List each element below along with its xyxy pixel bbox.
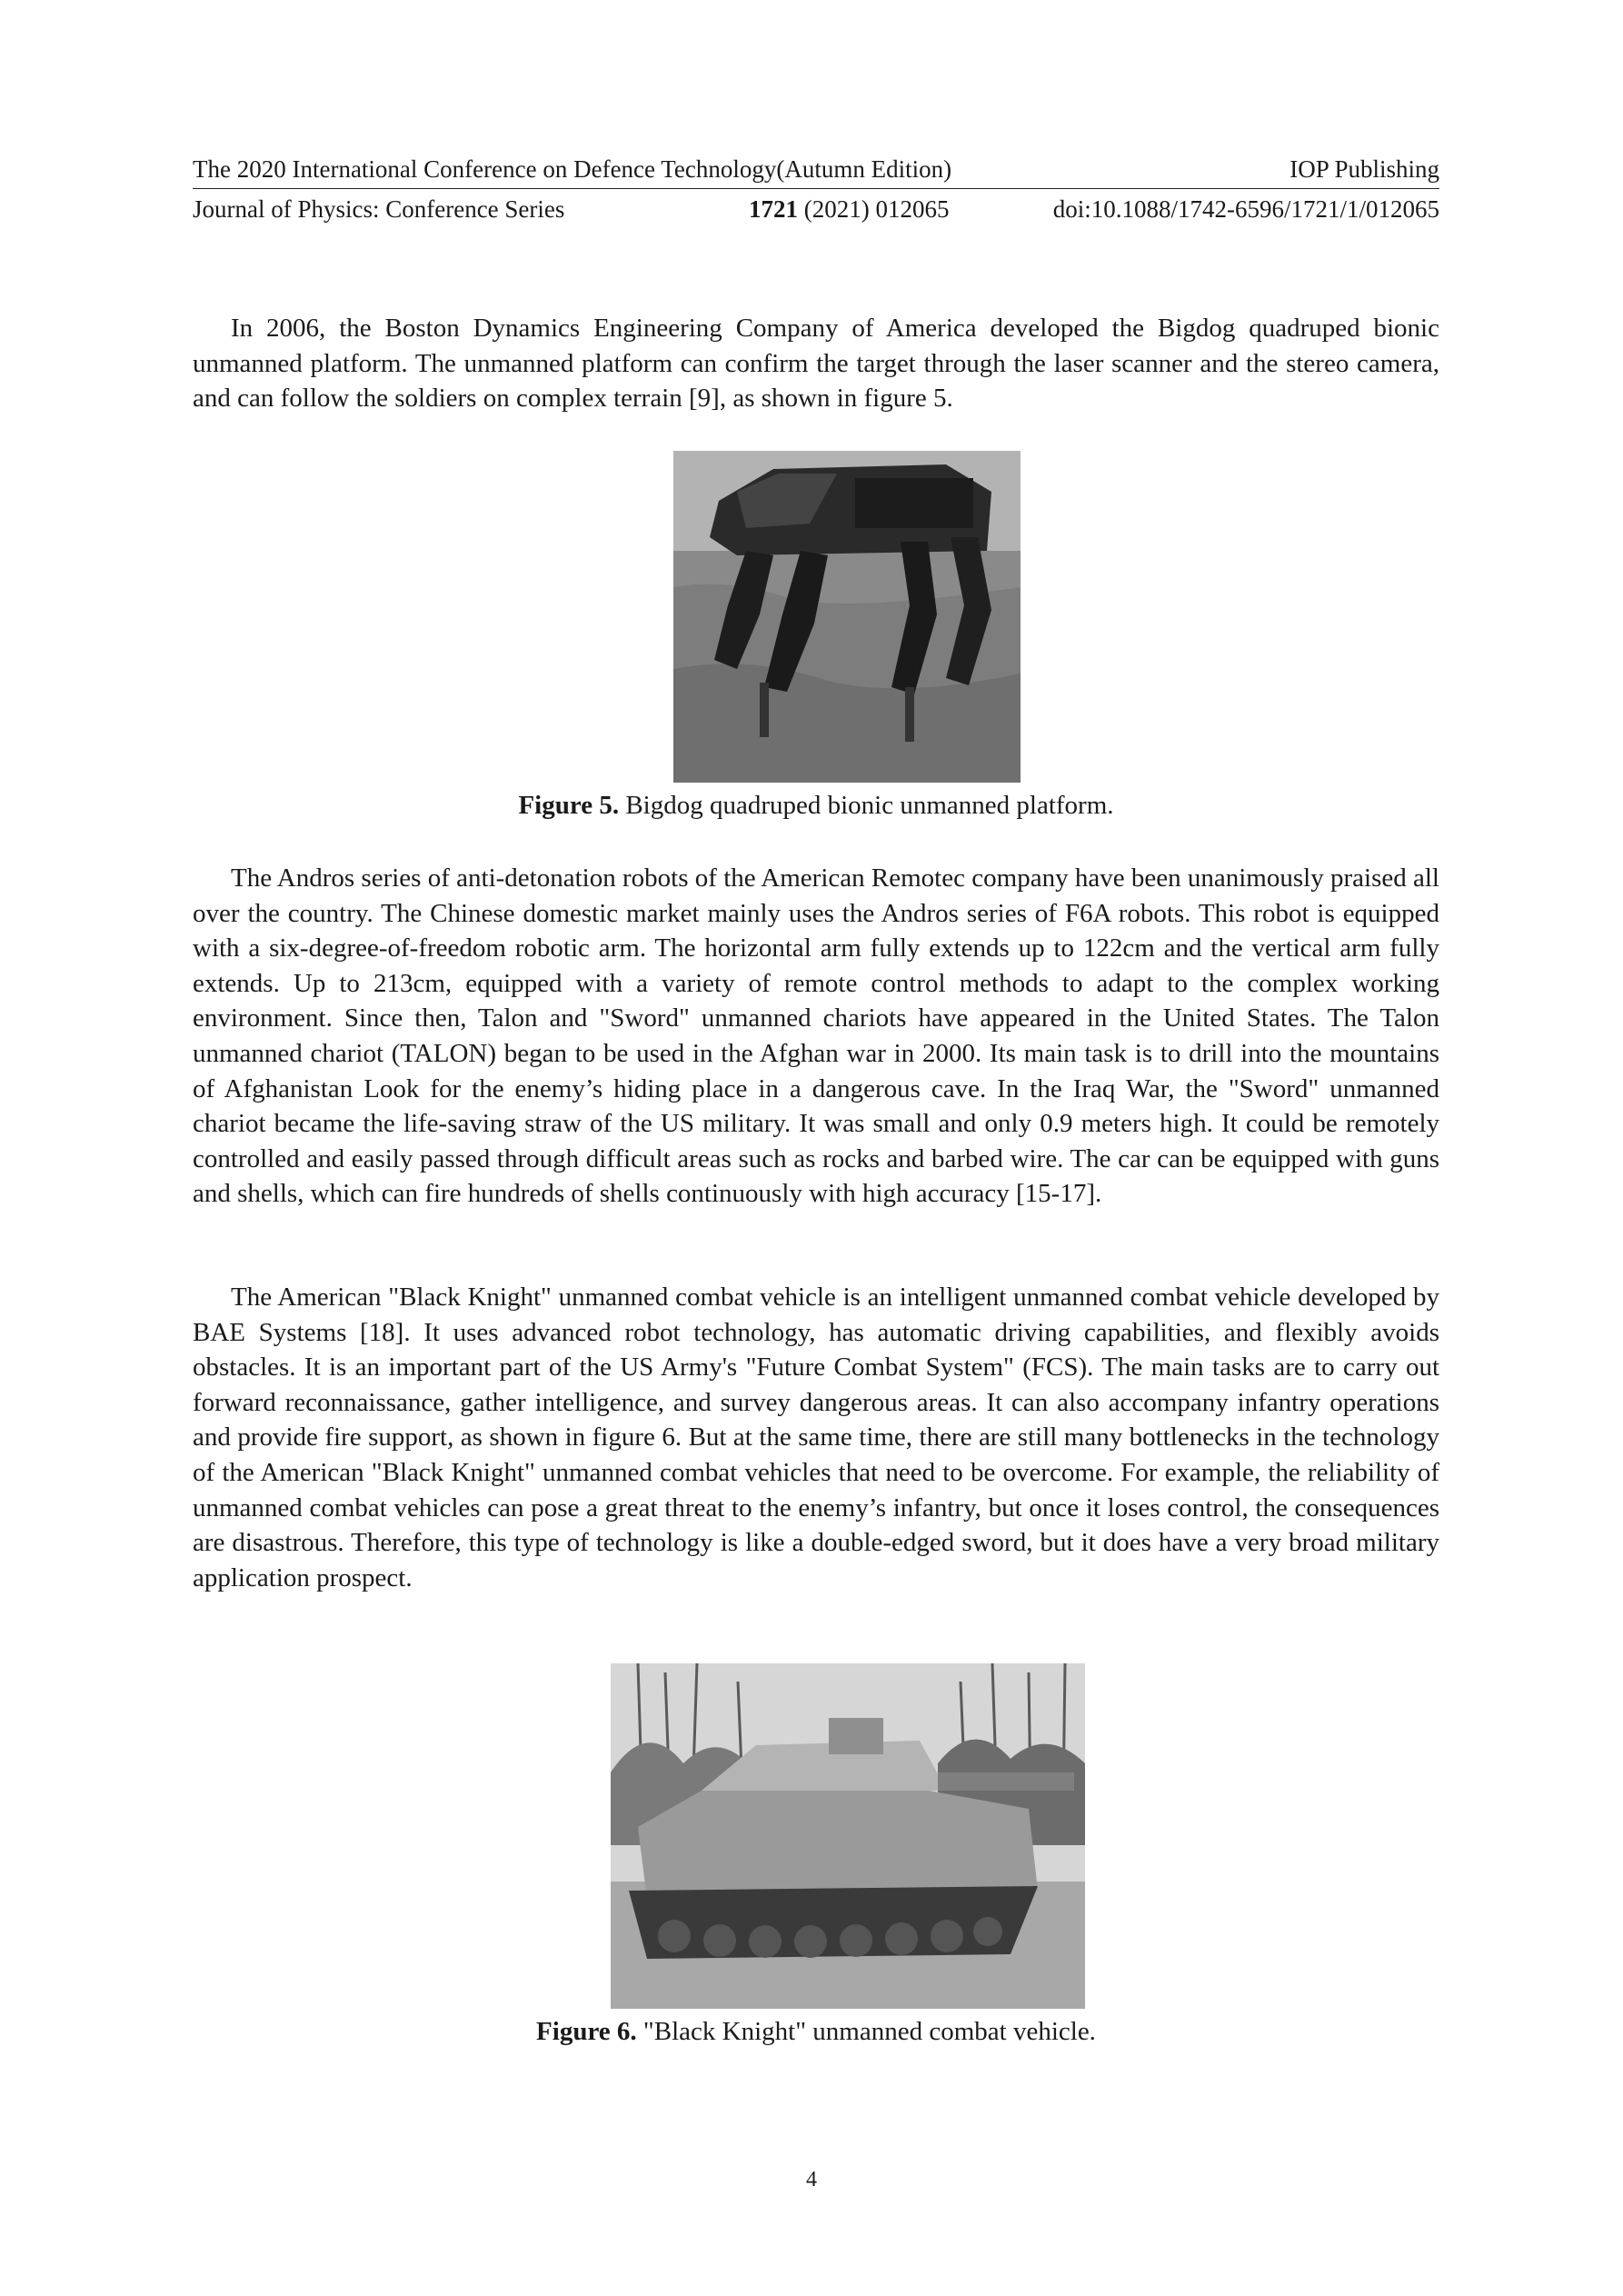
doi: doi:10.1088/1742-6596/1721/1/012065 (1052, 195, 1439, 223)
journal-header (193, 191, 1439, 227)
body-paragraph-black-knight: The American "Black Knight" unmanned combat vehicle is an intelligent unmanned combat vehicle developed by BAE Systems [18]. It uses advanced robot technology, has automatic driving capabilities, and flexibly avoids obstacles. It is an important part of the US Army's "Future Combat System" (FCS). The main tasks are to carry out forward reconnaissance, gather intelligence, and survey dangerous areas. It can also accompany infantry operations and provide fire support, as shown in figure 6. But at the same time, there are still many bottlenecks in the technology of the American "Black Knight" unmanned combat vehicles that need to be overcome. For example, the reliability of unmanned combat vehicles can pose a great threat to the enemy’s infantry, but once it loses control, the consequences are disastrous. Therefore, this type of technology is like a double-edged sword, but it does have a very broad military application prospect. (193, 1283, 1439, 1592)
volume-info (749, 194, 1014, 225)
year-article: (2021) 012065 (798, 195, 950, 223)
figure-5-image (673, 451, 1021, 783)
journal-name: Journal of Physics: Conference Series (193, 195, 565, 223)
figure-5-caption-text: Bigdog quadruped bionic unmanned platform. (619, 791, 1114, 820)
figure-6-image (611, 1663, 1085, 2009)
figure-5-label: Figure 5. (518, 791, 620, 820)
figure-6-label: Figure 6. (536, 2017, 637, 2046)
publisher-name: IOP Publishing (1289, 155, 1439, 183)
running-header (193, 153, 1439, 189)
volume-number: 1721 (749, 195, 798, 223)
page-number: 4 (806, 2168, 817, 2191)
body-paragraph-bigdog: In 2006, the Boston Dynamics Engineering Company of America developed the Bigdog quadruped bionic unmanned platform. The unmanned platform can confirm the target through the laser scanner and the stereo camera, and can follow the soldiers on complex terrain [9], as shown in figure 5. (193, 314, 1439, 414)
conference-name: The 2020 International Conference on Defence Technology(Autumn Edition) (193, 155, 952, 183)
body-paragraph-andros: The Andros series of anti-detonation robots of the American Remotec company have been unanimously praised all over the country. The Chinese domestic market mainly uses the Andros series of F6A robots. This robot is equipped with a six-degree-of-freedom robotic arm. The horizontal arm fully extends up to 122cm and the vertical arm fully extends. Up to 213cm, equipped with a variety of remote control methods to adapt to the complex working environment. Since then, Talon and "Sword" unmanned chariots have appeared in the United States. The Talon unmanned chariot (TALON) began to be used in the Afghan war in 2000. Its main task is to drill into the mountains of Afghanistan Look for the enemy’s hiding place in a dangerous cave. In the Iraq War, the "Sword" unmanned chariot became the life-saving straw of the US military. It was small and only 0.9 meters high. It could be remotely controlled and easily passed through difficult areas such as rocks and barbed wire. The car can be equipped with guns and shells, which can fire hundreds of shells continuously with high accuracy [15-17]. (193, 863, 1439, 1209)
figure-6-caption-text: "Black Knight" unmanned combat vehicle. (636, 2017, 1096, 2046)
figure-6-caption (193, 2014, 1439, 2049)
figure-5-caption (193, 788, 1439, 823)
